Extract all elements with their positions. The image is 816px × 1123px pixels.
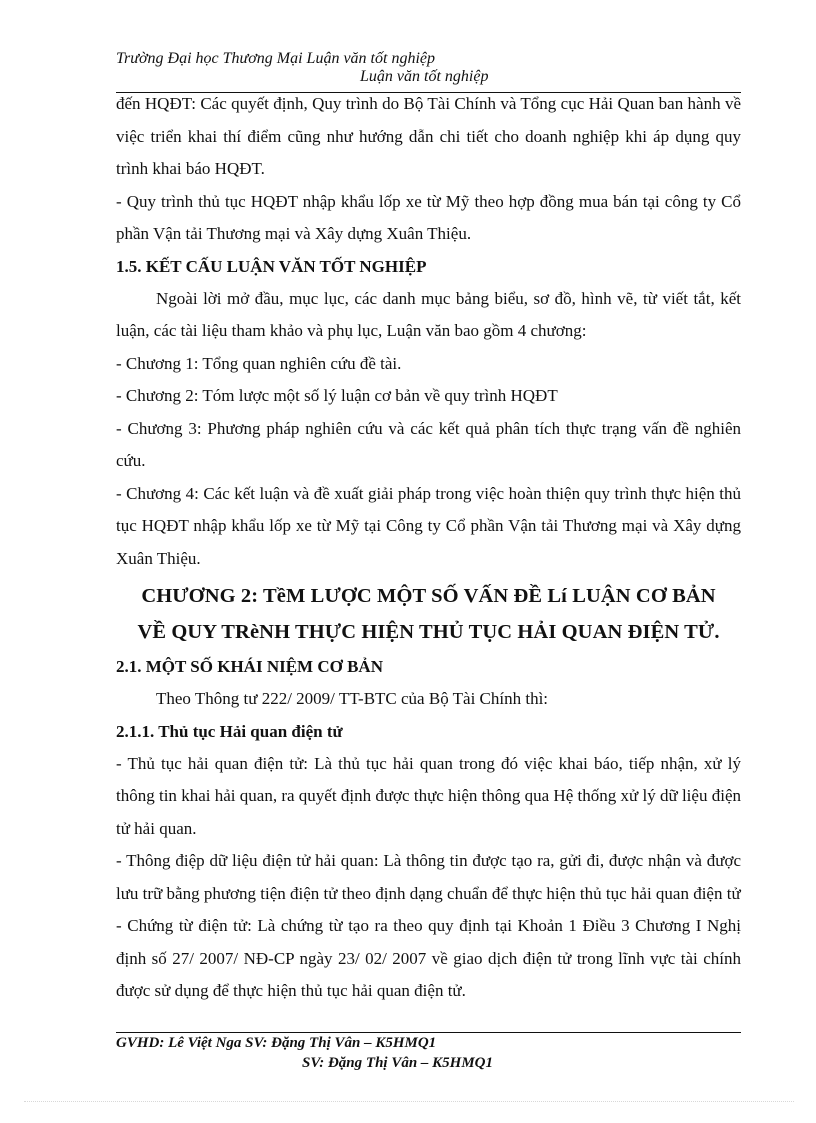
section-heading-2-1: 2.1. MỘT SỐ KHÁI NIỆM CƠ BẢN <box>116 657 383 676</box>
chapter-title-line-1: CHƯƠNG 2: TềM LƯỢC MỘT SỐ VẤN ĐỀ Lí LUẬN CƠ BẢN <box>141 585 716 607</box>
page-header <box>116 42 741 92</box>
chapter-title-line-2: VỀ QUY TRèNH THỰC HIỆN THỦ TỤC HẢI QUAN ĐIỆN TỬ. <box>137 621 720 643</box>
header-university-line: Trường Đại học Thương Mại Luận văn tốt nghiệp <box>116 50 435 67</box>
section-heading-1-5: 1.5. KẾT CẤU LUẬN VĂN TỐT NGHIỆP <box>116 256 427 276</box>
subsection-heading-2-1-1: 2.1.1. Thủ tục Hải quan điện tử <box>116 721 343 741</box>
list-item-chapter-2: - Chương 2: Tóm lược một số lý luận cơ bản về quy trình HQĐT <box>116 386 558 405</box>
footer-student-line: SV: Đặng Thị Vân – K5HMQ1 <box>302 1055 494 1071</box>
chapter-title <box>116 578 741 650</box>
list-item-chapter-4: - Chương 4: Các kết luận và đề xuất giải pháp trong việc hoàn thiện quy trình thực hiện thủ tục HQĐT nhập khẩu lốp xe từ Mỹ tại Công ty Cổ phần Vận tải Thương mại và Xây dựng Xuân Thiệu. <box>116 483 741 568</box>
definition-electronic-document: - Chứng từ điện tử: Là chứng từ tạo ra theo quy định tại Khoản 1 Điều 3 Chương I Nghị định số 27/ 2007/ NĐ-CP ngày 23/ 02/ 2007 về giao dịch điện tử trong lĩnh vực tài chính được sử dụng để thực hiện thủ tục hải quan điện tử. <box>116 916 741 1000</box>
list-item-chapter-3: - Chương 3: Phương pháp nghiên cứu và các kết quả phân tích thực trạng vấn đề nghiên cứu. <box>116 418 741 470</box>
definition-electronic-message: - Thông điệp dữ liệu điện tử hải quan: Là thông tin được tạo ra, gửi đi, được nhận và được lưu trữ bằng phương tiện điện tử theo định dạng chuẩn để thực hiện thủ tục hải quan điện tử <box>116 851 741 903</box>
footer-advisor-line: GVHD: Lê Việt Nga SV: Đặng Thị Vân – K5HMQ1 <box>116 1035 437 1051</box>
header-thesis-line: Luận văn tốt nghiệp <box>360 68 489 85</box>
page-body <box>116 88 741 1008</box>
paragraph-circular-reference: Theo Thông tư 222/ 2009/ TT-BTC của Bộ Tài Chính thì: <box>156 689 549 708</box>
definition-e-customs-procedure: - Thủ tục hải quan điện tử: Là thủ tục hải quan trong đó việc khai báo, tiếp nhận, xử lý thông tin khai hải quan, ra quyết định được thực hiện thông qua Hệ thống xử lý dữ liệu điện tử hải quan. <box>116 753 741 838</box>
paragraph-thesis-structure: Ngoài lời mở đầu, mục lục, các danh mục bảng biểu, sơ đồ, hình vẽ, từ viết tắt, kết luận, các tài liệu tham khảo và phụ lục, Luận văn bao gồm 4 chương: <box>116 288 741 340</box>
page-edge-divider <box>24 1101 794 1102</box>
footer-rule <box>116 1032 741 1033</box>
list-item-chapter-1: - Chương 1: Tổng quan nghiên cứu đề tài. <box>116 353 402 373</box>
paragraph-hqdt-documents: đến HQĐT: Các quyết định, Quy trình do Bộ Tài Chính và Tổng cục Hải Quan ban hành về việc triển khai thí điểm cũng như hướng dẫn chi tiết cho doanh nghiệp khi áp dụng quy trình khai báo HQĐT. <box>116 94 741 178</box>
paragraph-import-process: - Quy trình thủ tục HQĐT nhập khẩu lốp xe từ Mỹ theo hợp đồng mua bán tại công ty Cổ phần Vận tải Thương mại và Xây dựng Xuân Thiệu. <box>116 191 741 243</box>
